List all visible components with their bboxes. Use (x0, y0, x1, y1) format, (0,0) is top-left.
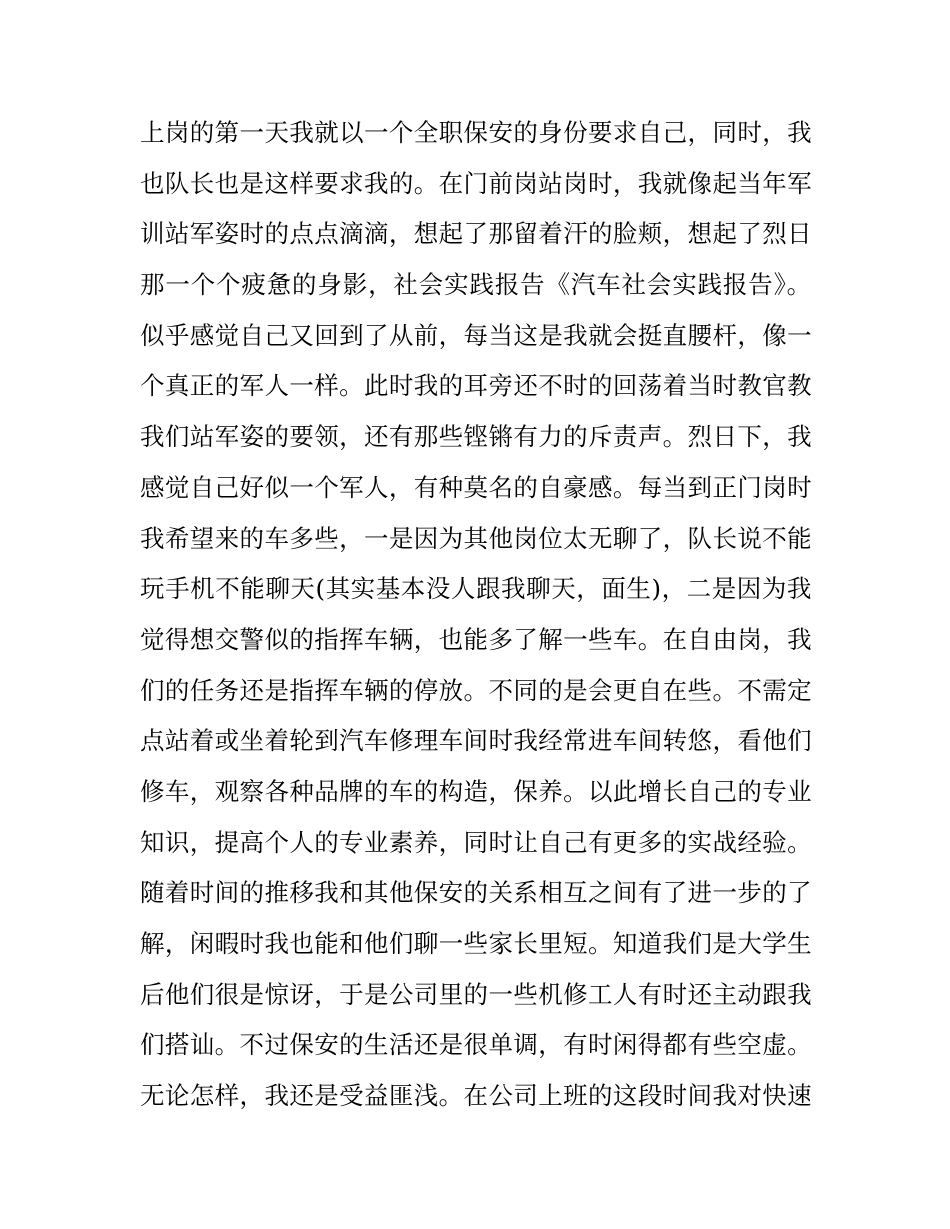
text-line: 随着时间的推移我和其他保安的关系相互之间有了进一步的了 (140, 878, 812, 908)
text-line: 无论怎样，我还是受益匪浅。在公司上班的这段时间我对快速 (140, 1081, 812, 1111)
body-text (140, 108, 812, 1122)
text-line: 知识，提高个人的专业素养，同时让自己有更多的实战经验。 (140, 827, 812, 857)
text-line: 那一个个疲惫的身影，社会实践报告《汽车社会实践报告》。 (140, 270, 812, 300)
text-line: 似乎感觉自己又回到了从前，每当这是我就会挺直腰杆，像一 (140, 320, 812, 350)
text-line: 感觉自己好似一个军人，有种莫名的自豪感。每当到正门岗时 (140, 472, 812, 502)
text-line: 训站军姿时的点点滴滴，想起了那留着汗的脸颊，想起了烈日 (140, 219, 812, 249)
text-line: 玩手机不能聊天(其实基本没人跟我聊天，面生)，二是因为我 (140, 574, 812, 604)
text-line: 上岗的第一天我就以一个全职保安的身份要求自己，同时，我 (140, 118, 812, 147)
text-line: 我们站军姿的要领，还有那些铿锵有力的斥责声。烈日下，我 (140, 422, 812, 452)
text-line: 我希望来的车多些，一是因为其他岗位太无聊了，队长说不能 (140, 523, 812, 553)
text-line: 觉得想交警似的指挥车辆，也能多了解一些车。在自由岗，我 (140, 624, 812, 654)
text-line: 修车，观察各种品牌的车的构造，保养。以此增长自己的专业 (140, 776, 812, 806)
text-line: 们的任务还是指挥车辆的停放。不同的是会更自在些。不需定 (140, 675, 812, 705)
text-line: 后他们很是惊讶，于是公司里的一些机修工人有时还主动跟我 (140, 979, 812, 1009)
text-line: 也队长也是这样要求我的。在门前岗站岗时，我就像起当年军 (140, 168, 812, 198)
text-line: 们搭讪。不过保安的生活还是很单调，有时闲得都有些空虚。 (140, 1030, 812, 1060)
text-line: 点站着或坐着轮到汽车修理车间时我经常进车间转悠，看他们 (140, 726, 812, 756)
text-line: 个真正的军人一样。此时我的耳旁还不时的回荡着当时教官教 (140, 371, 812, 401)
text-line: 解，闲暇时我也能和他们聊一些家长里短。知道我们是大学生 (140, 929, 812, 958)
